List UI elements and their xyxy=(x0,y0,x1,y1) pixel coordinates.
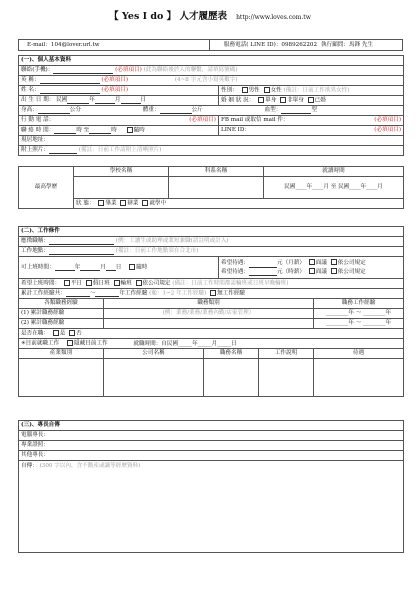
gender-label: 性別： xyxy=(221,87,238,94)
address-label: 現居地址： xyxy=(21,137,49,144)
school-name-input[interactable] xyxy=(74,177,169,199)
current-job-row xyxy=(19,339,404,349)
salary-hourly-negotiable-label: 面議 xyxy=(315,268,327,275)
marital-married-checkbox[interactable] xyxy=(308,97,314,103)
start-day-label: 日 xyxy=(115,264,122,271)
dept-name-input[interactable] xyxy=(169,177,264,199)
start-any-checkbox[interactable] xyxy=(129,264,135,270)
salary-monthly-rule-checkbox[interactable] xyxy=(331,259,337,265)
start-any-label: 隨時 xyxy=(136,264,148,271)
gender-male-label: 男性 xyxy=(248,87,260,94)
line-id-required: (必填項目) xyxy=(374,127,402,134)
study-period-header: 就讀時間 xyxy=(264,167,404,177)
bio-hint: (300 字以內，含不動產或識等經歷資料) xyxy=(39,463,141,469)
fb-mail-label: FB mail 或取信 mail 件： xyxy=(221,117,289,124)
experience-to: ～ xyxy=(89,290,96,297)
salary-hourly-label: 希望待遇： xyxy=(221,268,249,275)
dob-month-label: 月 xyxy=(114,97,121,104)
form-email: E-mail：104@lover.url.tw xyxy=(19,40,210,51)
start-date-field[interactable] xyxy=(19,257,219,279)
salary-monthly-rule-label: 依公司規定 xyxy=(337,259,366,266)
location-hint: (備註：日前工作地點須在合北市) xyxy=(115,248,199,255)
photo-field[interactable] xyxy=(19,146,404,156)
col-salary: 待遇 xyxy=(314,349,404,359)
marital-single-label: 單身 xyxy=(265,97,277,104)
exp-row-2-label: (2) 累計職務經驗 xyxy=(19,319,104,329)
fb-mail-required: (必填項目) xyxy=(374,117,402,124)
salary-monthly-label: 希望待遇： xyxy=(221,259,249,266)
mobile-label: 行 動 電 話： xyxy=(21,117,55,124)
fb-mail-field[interactable] xyxy=(219,116,404,126)
education-row-label: 最高學歷 xyxy=(19,167,74,209)
current-job-marker-icon: ✳ xyxy=(21,340,26,347)
shift-rule-label: 依公司規定 xyxy=(142,280,171,287)
gender-female-label: 女性 xyxy=(270,87,282,94)
height-unit: 公分 xyxy=(69,107,81,114)
marital-single-checkbox[interactable] xyxy=(258,97,264,103)
working-yes-checkbox[interactable] xyxy=(53,330,59,336)
col-company: 公司名稱 xyxy=(104,349,204,359)
salary-hourly-rule-label: 依公司規定 xyxy=(337,268,366,275)
col-industry: 產業類別 xyxy=(19,349,104,359)
col-description: 工作說明 xyxy=(259,349,314,359)
school-name-header: 學校名稱 xyxy=(74,167,169,177)
contact-any-label: 隨時 xyxy=(133,127,145,134)
section-2-title: (二)、工作條件 xyxy=(19,227,404,237)
start-year-label: 年 xyxy=(74,264,81,271)
dob-field[interactable] xyxy=(19,96,219,106)
form-title: 【 Yes I do 】 人才履歷表 xyxy=(109,11,227,22)
site-url[interactable]: http://www.loves.com.tw xyxy=(236,14,311,21)
shift-weekday-label: 平日 xyxy=(70,280,83,287)
license-field[interactable]: 專業證照： xyxy=(19,441,404,451)
location-label: 工作地點： xyxy=(21,248,49,255)
salary-monthly-unit: 元（月薪） xyxy=(276,259,305,266)
job-title-field[interactable] xyxy=(19,237,404,247)
gender-hint: (備註：日前工作欲異女性) xyxy=(283,87,350,94)
exp-title-header: 職務類別 xyxy=(104,299,314,309)
marital-married-label: 已婚 xyxy=(314,97,326,104)
shift-rotate-label: 輪班 xyxy=(120,280,132,287)
status-graduated-checkbox[interactable] xyxy=(98,200,104,206)
current-job-label: 目前就職工作 xyxy=(25,340,60,347)
exp-row-1-period-input[interactable]: ________年 ～ ________年 xyxy=(314,309,404,319)
exp-row-2-title-input[interactable] xyxy=(104,319,314,329)
line-id-field[interactable] xyxy=(219,126,404,136)
name-required: (必填項目) xyxy=(101,87,129,94)
photo-hint: (備註：日前工作請附上清晰照片) xyxy=(78,147,162,154)
working-status-label: 是否在職： xyxy=(21,330,49,337)
contact-time-end: 時 xyxy=(111,127,117,134)
contact-time-label: 聯 絡 時 間： xyxy=(21,127,55,134)
contact-time-at: 時 至 xyxy=(76,127,90,134)
no-experience-checkbox[interactable] xyxy=(210,290,216,296)
blood-unit: 型 xyxy=(311,107,317,114)
section-1-title: (一)、個人基本資料 xyxy=(19,56,404,66)
marital-unmarried-label: 非單身 xyxy=(287,97,304,104)
form-header xyxy=(0,4,420,23)
english-name-required: (必填項目) xyxy=(101,77,129,84)
status-graduated-label: 畢業 xyxy=(105,200,117,207)
form-consultant: 執行顧問：馬鋒 先生 xyxy=(319,40,403,51)
location-field[interactable] xyxy=(19,247,404,257)
status-studying-checkbox[interactable] xyxy=(142,200,148,206)
salary-monthly-row[interactable] xyxy=(221,259,401,268)
blood-label: 血型： xyxy=(264,107,282,114)
dept-name-header: 科系名稱 xyxy=(169,167,264,177)
dob-label: 出 生 日 期： 民國 xyxy=(21,97,68,104)
shift-label: 希望上班時間： xyxy=(21,280,61,287)
mobile-field[interactable] xyxy=(19,116,219,126)
experience-unit: 年工作經驗 xyxy=(119,290,148,297)
bio-field[interactable] xyxy=(19,461,404,553)
dob-day-label: 日 xyxy=(140,97,147,104)
shift-weekday-checkbox[interactable] xyxy=(64,280,70,286)
start-date-label: 可上班時間： xyxy=(21,264,55,271)
photo-label: 附上照片： xyxy=(21,147,49,154)
experience-table xyxy=(18,298,404,397)
other-skills-field[interactable]: 其他專長： xyxy=(19,451,404,461)
exp-position-input[interactable] xyxy=(204,359,259,397)
mobile-required: (必填項目) xyxy=(189,117,216,124)
shift-rule-checkbox[interactable] xyxy=(136,280,142,286)
salary-monthly-negotiable-label: 面議 xyxy=(315,259,327,266)
shift-weekend-checkbox[interactable] xyxy=(86,280,92,286)
experience-total-label: 累計工作經驗共： xyxy=(21,290,66,297)
education-table xyxy=(18,166,404,209)
experience-hint: (範：1~2 年工作經驗) xyxy=(149,290,207,297)
working-no-checkbox[interactable] xyxy=(69,330,75,336)
body-stats-row[interactable] xyxy=(19,106,404,116)
working-no-label: 否 xyxy=(76,330,82,337)
shift-weekend-label: 假日班 xyxy=(92,280,110,287)
height-label: 身高： xyxy=(21,107,38,114)
col-position: 職務名稱 xyxy=(204,349,259,359)
name-field[interactable] xyxy=(19,86,219,96)
address-field[interactable] xyxy=(19,136,404,146)
weight-label: 體重： xyxy=(142,107,160,114)
contact-any-checkbox[interactable] xyxy=(127,127,133,133)
experience-total-field[interactable] xyxy=(19,289,404,299)
job-title-hint: (例：工讀生或助理或業短兼職(請註明或計入) xyxy=(115,238,229,245)
study-status-row xyxy=(74,199,404,209)
phone-label: 聯絡(手機)： xyxy=(21,67,54,74)
exp-category-header: 各類職務經驗 xyxy=(19,299,104,309)
study-status-label: 狀 態： xyxy=(76,200,95,207)
skills-table xyxy=(18,420,404,553)
gender-field xyxy=(219,86,404,96)
salary-hourly-negotiable-checkbox[interactable] xyxy=(309,268,315,274)
computer-skills-field[interactable]: 電腦專長： xyxy=(19,431,404,441)
salary-monthly-negotiable-checkbox[interactable] xyxy=(309,259,315,265)
name-label: 姓 名： xyxy=(21,87,40,94)
current-job-period[interactable]: 就職時間：自民國_____年_____月_____日 xyxy=(133,340,237,347)
hide-current-checkbox[interactable] xyxy=(67,340,73,346)
phone-row[interactable] xyxy=(19,66,404,76)
exp-salary-input[interactable] xyxy=(314,359,404,397)
salary-hourly-unit: 元（時薪） xyxy=(276,268,305,275)
study-period-input[interactable]: 民國____年____月 至 民國____年____月 xyxy=(264,177,404,199)
phone-required: (必填項目) xyxy=(115,67,142,74)
start-month-label: 月 xyxy=(100,264,106,271)
form-phone: 服務電話( LINE ID)：0989262202 xyxy=(210,40,320,51)
shift-field xyxy=(19,279,404,289)
marital-field xyxy=(219,96,404,106)
weight-unit: 公斤 xyxy=(191,107,203,114)
status-dropped-label: 肄業 xyxy=(127,200,139,207)
dob-year-label: 年 xyxy=(89,97,95,104)
shift-rotate-checkbox[interactable] xyxy=(114,280,120,286)
shift-hint: (備註：日前工作時間都需輪班或日班早晚輪班) xyxy=(172,280,289,287)
salary-field xyxy=(219,257,404,279)
english-name-label: 英 稱： xyxy=(21,77,40,84)
status-studying-label: 就學中 xyxy=(149,200,167,207)
line-id-label: LINE ID： xyxy=(221,127,250,134)
phone-hint: (此為聯絡後於人的聯繫，請填寫號碼) xyxy=(143,67,238,74)
marital-unmarried-checkbox[interactable] xyxy=(280,97,286,103)
marital-label: 婚 姻 狀 況： xyxy=(221,97,255,104)
job-title-label: 應徵職稱： xyxy=(21,238,49,245)
contact-info-table xyxy=(18,39,403,51)
exp-description-input[interactable] xyxy=(259,359,314,397)
exp-company-input[interactable] xyxy=(104,359,204,397)
exp-industry-input[interactable] xyxy=(19,359,104,397)
english-name-hint: (4~8 字元含小寫英數字) xyxy=(174,77,238,84)
gender-male-checkbox[interactable] xyxy=(242,87,248,93)
section-3-title: (三)、專長自傳 xyxy=(19,421,404,431)
bio-label: 自傳： xyxy=(21,463,38,469)
gender-female-checkbox[interactable] xyxy=(264,87,270,93)
working-yes-label: 是 xyxy=(59,330,66,337)
contact-time-field[interactable] xyxy=(19,126,219,136)
basic-info-table xyxy=(18,55,404,156)
status-dropped-checkbox[interactable] xyxy=(120,200,126,206)
exp-row-1-title-input[interactable]: (例：業務/業務/業務內勤/店家管理） xyxy=(104,309,314,319)
no-experience-label: 無工作經驗 xyxy=(217,290,246,297)
exp-period-header: 職務工作經驗 xyxy=(314,299,404,309)
working-status-row xyxy=(19,329,404,339)
exp-row-2-period-input[interactable]: ________年 ～ ________年 xyxy=(314,319,404,329)
salary-hourly-row[interactable] xyxy=(221,268,401,277)
work-conditions-table xyxy=(18,226,404,299)
english-name-row[interactable] xyxy=(19,76,404,86)
salary-hourly-rule-checkbox[interactable] xyxy=(331,268,337,274)
exp-row-1-label: (1) 累計職務經驗 xyxy=(19,309,104,319)
hide-current-label: 隱藏目前工作 xyxy=(73,340,108,347)
